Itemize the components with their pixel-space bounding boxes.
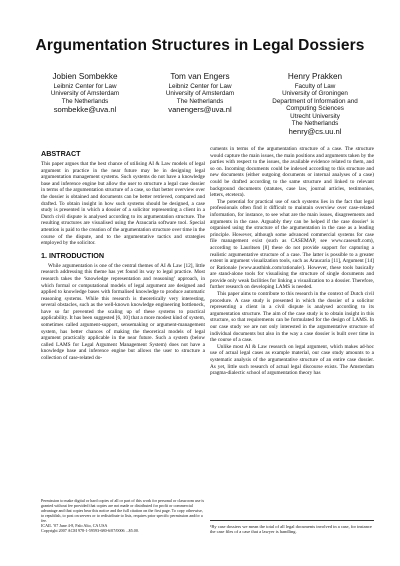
author-block bbox=[30, 72, 370, 136]
permission-notice: Permission to make digital or hard copies of all or part of this work for personal or classroom use is granted without fee provided that copies are not made or distributed for profit or commercial advantage and that copies bear this notice and the full citation on the first page. To copy otherwise, to republish, to post on servers or to redistribute to lists, requires prior specific permission and/or a fee. ICAIL ’07 June 4-8, Palo Alto, CA USA Copyright 2007 ACM 978-1-59593-680-6/07/0006 ...$5.00. bbox=[41, 498, 205, 533]
author-affiliation: The Netherlands bbox=[291, 120, 339, 128]
author-affiliation: Leibniz Center for Law bbox=[53, 83, 117, 90]
body-paragraph: Unlike most AI & Law research on legal argument, which makes ad-hoc use of actual legal cases as example material, our case study amounts to a systematic analysis of the argumentative structure of an entire case dossier. As yet, little such research of actual legal discourse exists. The Amsterdam pragma-dialectic school of argumentation theory has bbox=[210, 343, 374, 377]
footnote: ¹By case dossiers we mean the total of all legal documents involved in a case, for instance the case files of a case that a lawyer is handling. bbox=[210, 520, 374, 535]
author-name: Tom van Engers bbox=[170, 72, 230, 81]
left-column bbox=[41, 150, 205, 362]
author-affiliation: University of Amsterdam bbox=[50, 90, 120, 98]
author-email: vanengers@uva.nl bbox=[168, 105, 232, 115]
author-email: sombekke@uva.nl bbox=[53, 105, 117, 115]
paper-title: Argumentation Structures in Legal Dossiers bbox=[35, 37, 365, 54]
author-affiliation: Utrecht University bbox=[290, 112, 340, 120]
author-affiliation: University of Amsterdam bbox=[165, 90, 235, 98]
body-paragraph: This paper aims to contribute to this research in the context of Dutch civil procedure. A case study is presented in which the dossier of a solicitor representing a client in a civil dispute is analysed according to its argumentation structure. The aim of the case study is to obtain insight in this structure, so that requirements can be formulated for the design of LAMS. In our case study we are not only interested in the argumentative structure of individual documents but also in the way a case dossier is built over time in the course of a case. bbox=[210, 291, 374, 344]
author-3 bbox=[260, 72, 370, 136]
author-affiliation: The Netherlands bbox=[61, 97, 109, 105]
author-name: Jobien Sombekke bbox=[52, 72, 118, 81]
right-column bbox=[210, 146, 374, 377]
author-affiliation: Department of Information and bbox=[272, 97, 358, 105]
body-paragraph: cuments in terms of the argumentation structure of a case. The structure would capture the main issues, the main positions and arguments taken by the parties with respect to the issues, the available evidence related to them, and so on. Incoming documents could be indexed according to this structure and new documents (either outgoing documents or internal analyses of a case) could be drafted according to the same structure and linked to relevant background documents (statutes, case law, journal articles, testimonies, letters, etcetera). bbox=[210, 146, 374, 199]
author-affiliation: University of Groningen bbox=[282, 90, 348, 98]
author-affiliation: Faculty of Law bbox=[294, 83, 336, 90]
abstract-heading: ABSTRACT bbox=[41, 149, 81, 158]
author-email: henry@cs.uu.nl bbox=[288, 127, 342, 137]
author-name: Henry Prakken bbox=[287, 72, 343, 81]
body-paragraph: The potential for practical use of such systems lies in the fact that legal professionals often find it difficult to maintain overview over case-related information, for instance, to see what are the main issues, disagreements and arguments in the case. Arguably they can be helped if the case dossier¹ is organised using the structure of the argumentation in the case as a leading principle. However, although some advanced commercial systems for case file management exist (such as CASEMAP, see www.casesoft.com), according to Lauritsen [8] these do not provide support for capturing a realistic argumentative structure of a case. The latter is possible to a greater extent in argument visualization tools, such as Araucaria [11], Argument [14] or Rationale (www.austhink.com/rationale/). However, these tools basically are stand-alone tools for visualising the structure of single documents and provide only weak facilities for linking a visualization to a dossier. Therefore, further research on developing LAMS is needed. bbox=[210, 198, 374, 291]
introduction-paragraph: While argumentation is one of the central themes of AI & Law [12], little research addressing this theme has yet found its way to legal practice. Most research takes the ‘knowledge representation and reasoning’ approach, in which formal or computational models of legal argument are designed and applied to knowledge bases with formalised knowledge to produce automatic reasoning systems. While this research is theoretically very interesting, several obstacles, such as the well-known knowledge engineering bottleneck, have so far prevented the scaling up of these systems to practical applicability. It has been suggested [6, 10] that a more modest kind of system, sometimes called argument-support, sensemaking or argument-management system, has better chances of making the theoretical models of legal argument practically applicable in the near future. Such a system (below called LAMS for Legal Argument Management System) does not have a knowledge base and inference engine but allows the user to structure a collection of case-related do- bbox=[41, 262, 205, 362]
abstract-text: This paper argues that the best chance of utilising AI & Law models of legal argument in practice in the near future may be in designing legal argumentation management systems. Such systems do not have a knowledge base and inference engine but allow the user to structure a legal case dossier in terms of the argumentation structure of a case, so that better overview over the dossier is obtained and documents can be better retrieved, compared and drafted. To obtain insight in how such systems should be designed, a case study is presented in which a dossier of a solicitor representing a client in a Dutch civil dispute is analysed according to its argumentation structure. The resulting structures are visualised using the Araucaria software tool. Special attention is paid to the creation of the argumentation structure over time in the course of the dispute, and to the argumentative tactics and strategies employed by the solicitor. bbox=[41, 161, 205, 247]
author-2 bbox=[145, 72, 255, 136]
author-1 bbox=[30, 72, 140, 136]
author-affiliation: Computing Sciences bbox=[286, 105, 344, 113]
author-affiliation: Leibniz Center for Law bbox=[168, 83, 232, 90]
introduction-heading: 1. INTRODUCTION bbox=[41, 250, 105, 260]
author-affiliation: The Netherlands bbox=[176, 97, 224, 105]
